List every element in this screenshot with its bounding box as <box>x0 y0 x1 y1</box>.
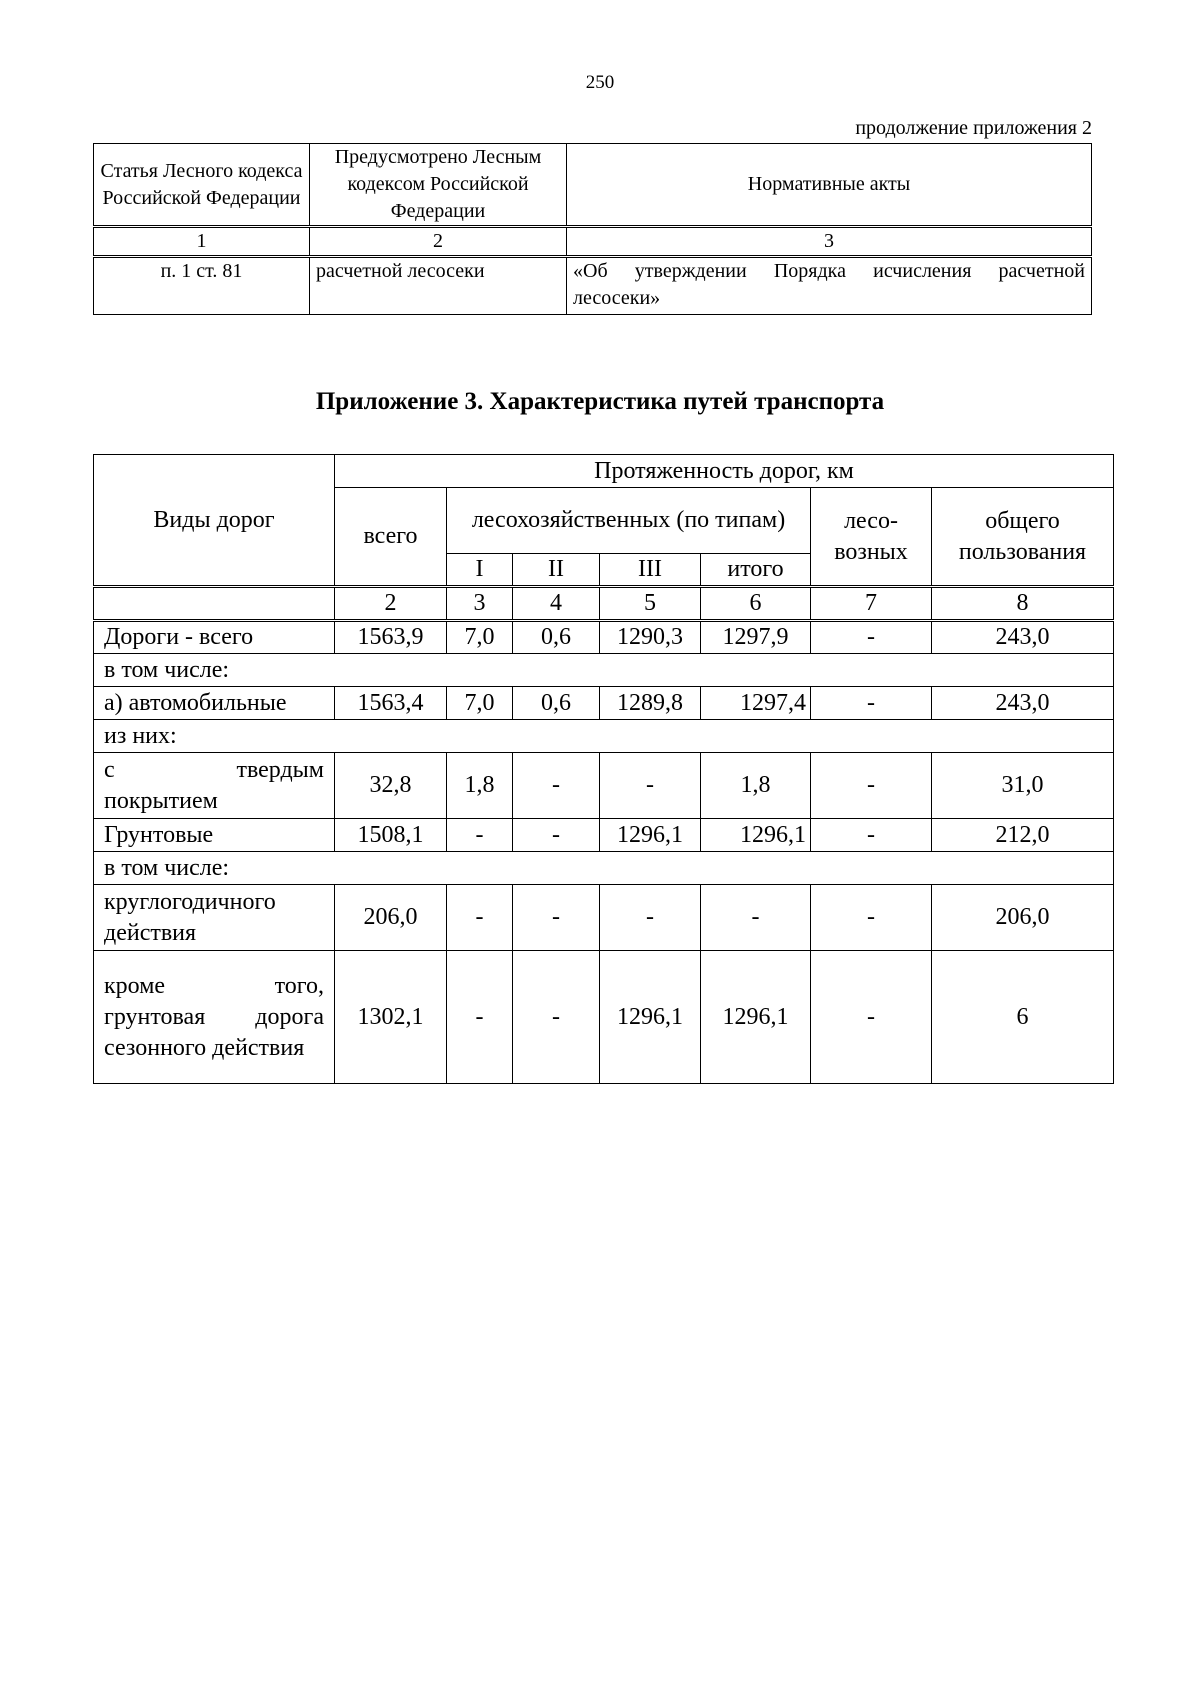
table-row <box>94 621 1114 654</box>
value-cell: - <box>811 819 932 852</box>
value-cell: - <box>447 819 513 852</box>
value-cell: 1,8 <box>701 753 811 819</box>
section-label: из них: <box>94 720 1114 753</box>
header-type-3: III <box>600 554 701 587</box>
value-cell: - <box>811 753 932 819</box>
value-cell: - <box>513 753 600 819</box>
column-number: 7 <box>811 587 932 621</box>
cell-provided: расчетной лесосеки <box>310 257 567 315</box>
header-acts: Нормативные акты <box>567 144 1092 227</box>
value-cell: - <box>513 819 600 852</box>
column-number: 2 <box>310 227 567 257</box>
value-cell: - <box>447 885 513 951</box>
value-cell: - <box>811 951 932 1084</box>
table-header-row <box>94 455 1114 488</box>
table-row <box>94 951 1114 1084</box>
value-cell: - <box>600 753 701 819</box>
value-cell: - <box>513 885 600 951</box>
column-number: 8 <box>932 587 1114 621</box>
value-cell: 1563,4 <box>335 687 447 720</box>
header-forestry: лесохозяйственных (по типам) <box>447 488 811 554</box>
row-label: Дороги - всего <box>94 621 335 654</box>
table-header-row <box>94 144 1092 227</box>
row-label: круглогодичного действия <box>94 885 335 951</box>
value-cell: 7,0 <box>447 621 513 654</box>
column-number <box>94 587 335 621</box>
cell-article: п. 1 ст. 81 <box>94 257 310 315</box>
header-road-types: Виды дорог <box>94 455 335 587</box>
value-cell: 1508,1 <box>335 819 447 852</box>
value-cell: 243,0 <box>932 687 1114 720</box>
header-article: Статья Лесного кодекса Российской Федерации <box>94 144 310 227</box>
value-cell: - <box>447 951 513 1084</box>
value-cell: - <box>811 621 932 654</box>
value-cell: - <box>811 885 932 951</box>
header-public: общего пользования <box>932 488 1114 587</box>
section-row <box>94 654 1114 687</box>
column-number: 3 <box>447 587 513 621</box>
value-cell: - <box>701 885 811 951</box>
value-cell: 0,6 <box>513 687 600 720</box>
value-cell: 0,6 <box>513 621 600 654</box>
table-row <box>94 687 1114 720</box>
value-cell: - <box>811 687 932 720</box>
header-provided: Предусмотрено Лесным кодексом Российской Федерации <box>310 144 567 227</box>
cell-act: «Об утверждении Порядка исчисления расчетной лесосеки» <box>567 257 1092 315</box>
column-number: 3 <box>567 227 1092 257</box>
value-cell: 31,0 <box>932 753 1114 819</box>
table-row <box>94 257 1092 315</box>
value-cell: 6 <box>932 951 1114 1084</box>
value-cell: 1296,1 <box>701 951 811 1084</box>
roads-table <box>93 454 1114 1084</box>
value-cell: 1296,1 <box>600 951 701 1084</box>
header-length: Протяженность дорог, км <box>335 455 1114 488</box>
value-cell: - <box>600 885 701 951</box>
header-timber: лесо-возных <box>811 488 932 587</box>
header-subtotal: итого <box>701 554 811 587</box>
legislation-table <box>93 143 1092 315</box>
section-row <box>94 720 1114 753</box>
value-cell: 1563,9 <box>335 621 447 654</box>
row-label: с твердым покрытием <box>94 753 335 819</box>
table-row <box>94 885 1114 951</box>
header-type-1: I <box>447 554 513 587</box>
column-number: 6 <box>701 587 811 621</box>
value-cell: 1289,8 <box>600 687 701 720</box>
header-total: всего <box>335 488 447 587</box>
column-number-row <box>94 227 1092 257</box>
column-number: 1 <box>94 227 310 257</box>
continuation-note: продолжение приложения 2 <box>855 117 1092 139</box>
value-cell: 243,0 <box>932 621 1114 654</box>
row-label: а) автомобильные <box>94 687 335 720</box>
column-number: 2 <box>335 587 447 621</box>
value-cell: 206,0 <box>932 885 1114 951</box>
value-cell: 212,0 <box>932 819 1114 852</box>
section-row <box>94 852 1114 885</box>
section-label: в том числе: <box>94 654 1114 687</box>
value-cell: 1302,1 <box>335 951 447 1084</box>
value-cell: 1297,4 <box>701 687 811 720</box>
value-cell: - <box>513 951 600 1084</box>
value-cell: 206,0 <box>335 885 447 951</box>
appendix-heading: Приложение 3. Характеристика путей транспорта <box>315 388 885 415</box>
column-number: 5 <box>600 587 701 621</box>
value-cell: 1296,1 <box>701 819 811 852</box>
value-cell: 7,0 <box>447 687 513 720</box>
value-cell: 1297,9 <box>701 621 811 654</box>
section-label: в том числе: <box>94 852 1114 885</box>
column-number: 4 <box>513 587 600 621</box>
row-label: Грунтовые <box>94 819 335 852</box>
header-type-2: II <box>513 554 600 587</box>
value-cell: 1290,3 <box>600 621 701 654</box>
value-cell: 1296,1 <box>600 819 701 852</box>
column-number-row <box>94 587 1114 621</box>
value-cell: 32,8 <box>335 753 447 819</box>
page-number: 250 <box>585 72 615 93</box>
table-row <box>94 753 1114 819</box>
row-label: кроме того, грунтовая дорога сезонного действия <box>94 951 335 1084</box>
value-cell: 1,8 <box>447 753 513 819</box>
table-row <box>94 819 1114 852</box>
